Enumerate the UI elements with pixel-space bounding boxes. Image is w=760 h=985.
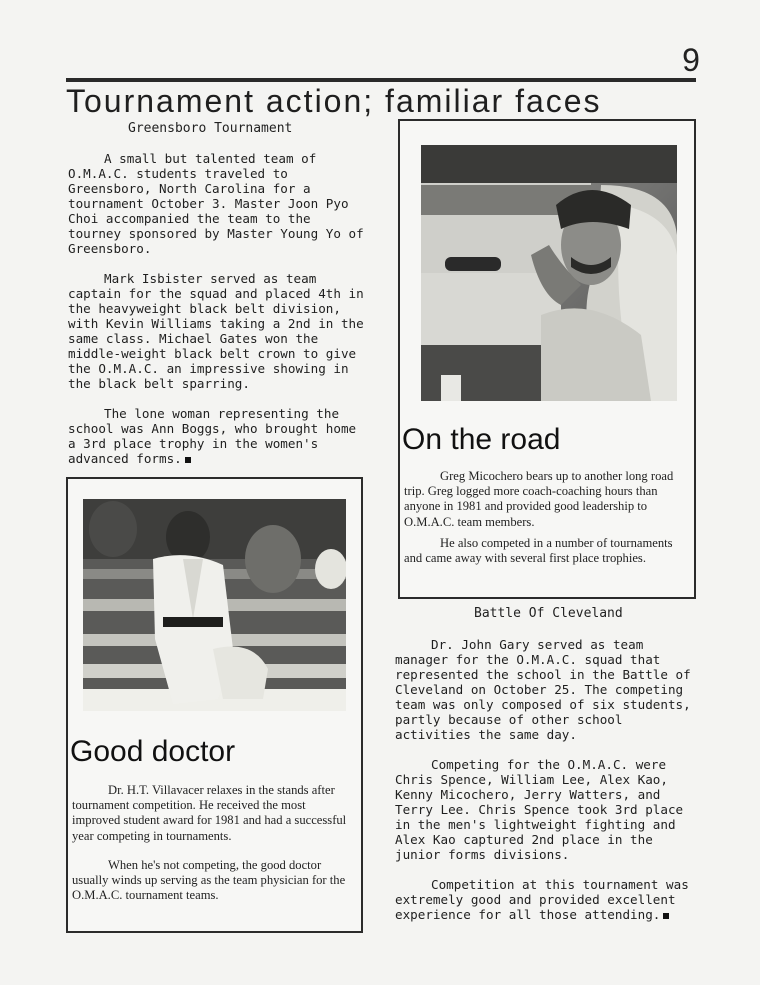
article-headline: Tournament action; familiar faces xyxy=(66,83,602,119)
greg-photo-image xyxy=(421,145,677,401)
end-of-story-mark xyxy=(663,913,669,919)
greensboro-paragraph: Mark Isbister served as team captain for the squad and placed 4th in the heavyweight black belt division, with Kevin Williams taking a 2nd in the same class. Michael Gates won the middle-weight black belt crown to give the O.M.A.C. an impressive showing in the black belt sparring. xyxy=(68,271,364,391)
cleveland-paragraph: Competition at this tournament was extremely good and provided excellent experience for all those attending. xyxy=(395,877,689,922)
good-doctor-caption xyxy=(72,783,357,909)
doctor-photo xyxy=(83,499,346,711)
good-doctor-title: Good doctor xyxy=(70,735,236,768)
greg-photo xyxy=(421,145,677,401)
cleveland-paragraph: Competing for the O.M.A.C. were Chris Spence, William Lee, Alex Kao, Kenny Micochero, Jerry Watters, and Terry Lee. Chris Spence took 3rd place in the men's lightweight fighting and Alex Kao captured 2nd place in the junior forms divisions. xyxy=(395,757,684,862)
caption-paragraph: He also competed in a number of tournaments and came away with several first place trophies. xyxy=(404,535,673,566)
greensboro-subhead: Greensboro Tournament xyxy=(128,121,293,136)
on-the-road-title: On the road xyxy=(402,423,561,456)
cleveland-subhead: Battle Of Cleveland xyxy=(474,606,623,621)
good-doctor-box xyxy=(66,477,363,933)
greensboro-paragraph: The lone woman representing the school was Ann Boggs, who brought home a 3rd place trophy in the women's advanced forms. xyxy=(68,406,357,466)
on-the-road-caption xyxy=(404,469,690,572)
caption-paragraph: Dr. H.T. Villavacer relaxes in the stands after tournament competition. He received the most improved student award for 1981 and had a successful year competing in tournaments. xyxy=(72,783,347,843)
page-number: 9 xyxy=(682,42,700,78)
greensboro-paragraph: A small but talented team of O.M.A.C. students traveled to Greensboro, North Carolina for a tournament October 3. Master Joon Pyo Choi accompanied the team to the tourney sponsored by Master Young Yo of Greensboro. xyxy=(68,151,364,256)
caption-paragraph: When he's not competing, the good doctor usually winds up serving as the team physician for the O.M.A.C. tournament teams. xyxy=(72,857,346,903)
cleveland-paragraph: Dr. John Gary served as team manager for the O.M.A.C. squad that represented the school in the Battle of Cleveland on October 25. The competing team was only composed of six students, partly because of other school activities the same day. xyxy=(395,637,691,742)
caption-paragraph: Greg Micochero bears up to another long road trip. Greg logged more coach-coaching hours than anyone in 1981 and provided good leadership to O.M.A.C. team members. xyxy=(404,469,674,529)
cleveland-body xyxy=(395,637,695,922)
on-the-road-box xyxy=(398,119,696,599)
end-of-story-mark xyxy=(185,457,191,463)
header-rule xyxy=(66,78,696,82)
doctor-photo-image xyxy=(83,499,346,711)
greensboro-body xyxy=(68,151,366,466)
